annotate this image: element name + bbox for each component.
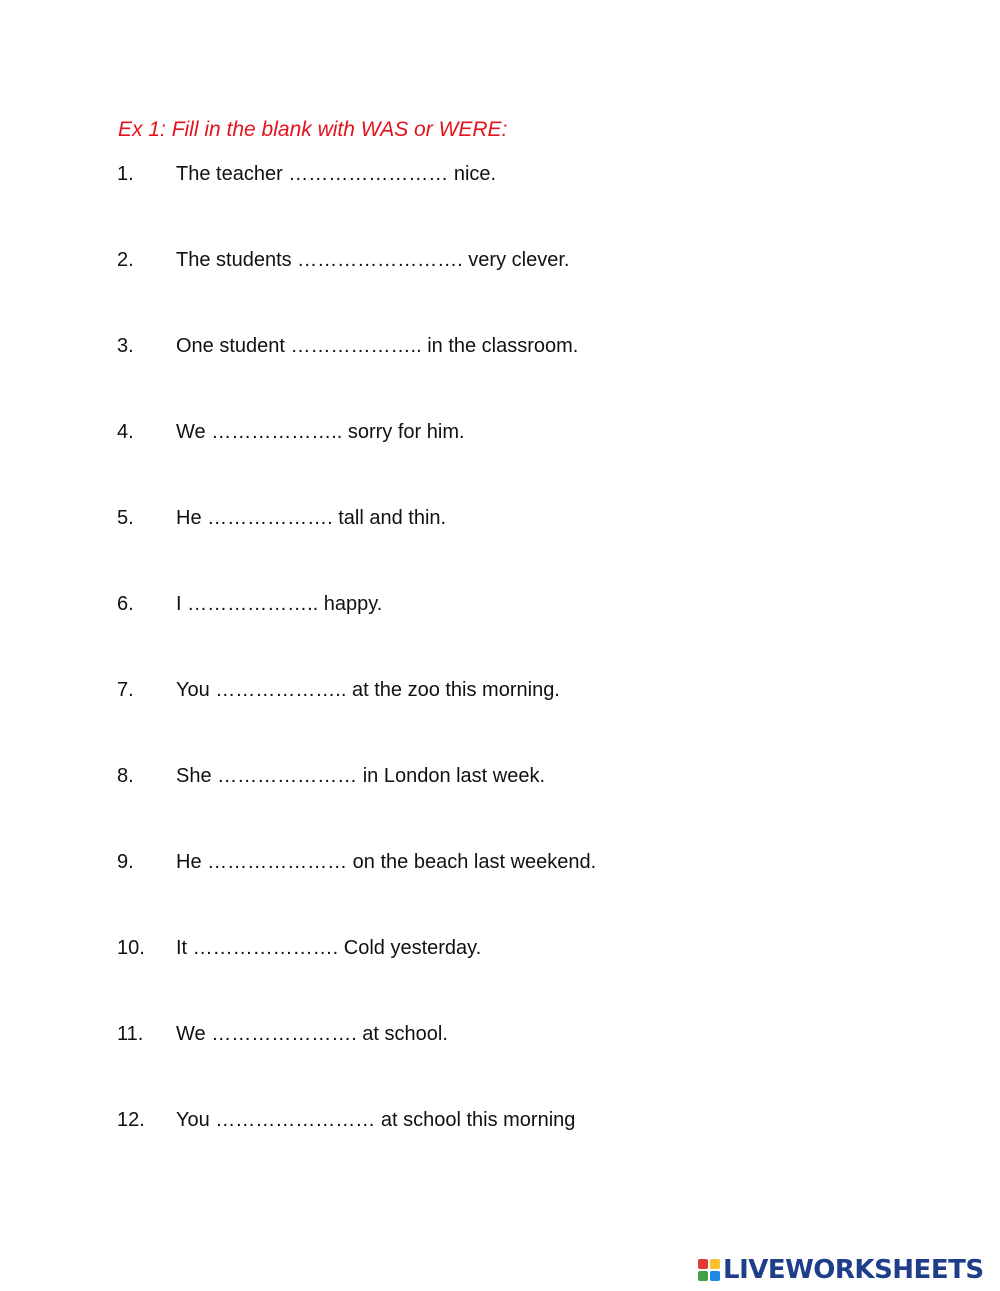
liveworksheets-logo [698,1254,984,1286]
item-number: 2. [117,249,134,271]
item-sentence: I ……………….. happy. [176,593,383,615]
item-number: 11. [117,1023,144,1045]
logo-square-red [698,1259,708,1269]
exercise-item [0,937,1000,967]
item-sentence: He ………………. tall and thin. [176,507,447,529]
item-number: 4. [117,421,134,443]
exercise-heading: Ex 1: Fill in the blank with WAS or WERE: [118,118,508,141]
exercise-item [0,249,1000,279]
item-sentence: We …………………. at school. [176,1023,448,1045]
item-number: 6. [117,593,134,615]
exercise-item [0,851,1000,881]
logo-square-blue [710,1271,720,1281]
exercise-item [0,679,1000,709]
item-sentence: She ………………… in London last week. [176,765,546,787]
item-sentence: The teacher …………………… nice. [176,163,497,185]
item-number: 8. [117,765,134,787]
item-number: 10. [117,937,145,959]
liveworksheets-logo-icon [698,1259,720,1281]
item-number: 5. [117,507,134,529]
item-number: 1. [117,163,134,185]
item-sentence: The students ……………………. very clever. [176,249,570,271]
exercise-item [0,1109,1000,1139]
logo-square-green [698,1271,708,1281]
item-sentence: You …………………… at school this morning [176,1109,576,1131]
item-sentence: It …………………. Cold yesterday. [176,937,482,959]
item-sentence: He ………………… on the beach last weekend. [176,851,597,873]
item-sentence: You ……………….. at the zoo this morning. [176,679,560,701]
exercise-item [0,765,1000,795]
item-number: 12. [117,1109,145,1131]
exercise-item [0,335,1000,365]
exercise-item [0,507,1000,537]
exercise-item [0,421,1000,451]
item-number: 9. [117,851,134,873]
logo-square-yellow [710,1259,720,1269]
exercise-item [0,593,1000,623]
item-sentence: One student ……………….. in the classroom. [176,335,579,357]
logo-wordmark: LIVEWORKSHEETS [723,1255,984,1285]
exercise-item [0,163,1000,193]
item-number: 7. [117,679,134,701]
exercise-item [0,1023,1000,1053]
item-number: 3. [117,335,134,357]
item-sentence: We ……………….. sorry for him. [176,421,465,443]
